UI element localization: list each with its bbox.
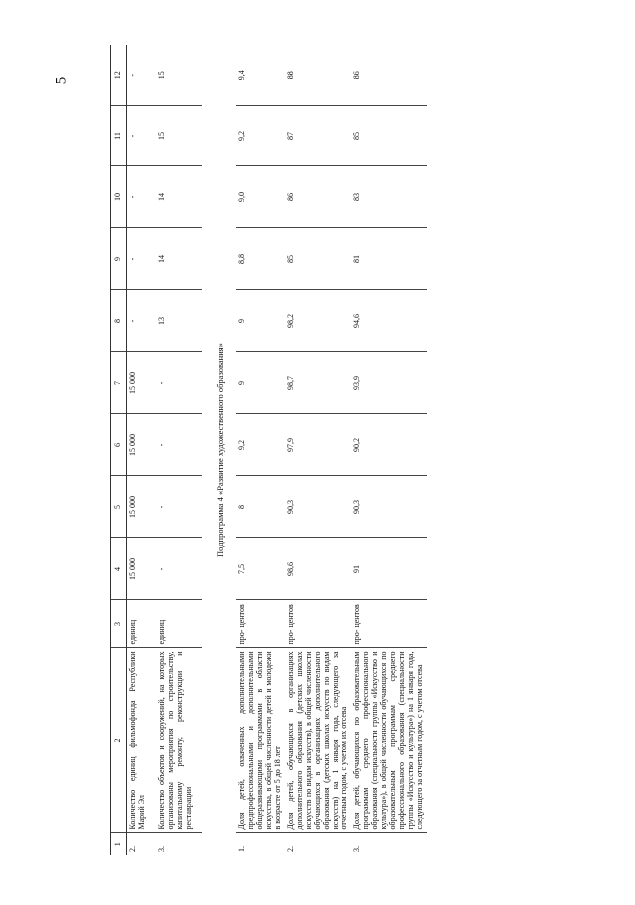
value-cell: 93,9 [351,352,427,414]
col-header: 4 [111,538,127,600]
value-cell: 8 [236,476,285,538]
value-cell: 14 [156,166,202,228]
unit-cell: единиц [156,600,202,648]
value-cell: - [126,290,156,352]
value-cell: 98,6 [285,538,352,600]
value-cell: 83 [351,166,427,228]
subprogram-row [202,45,236,855]
value-cell: - [156,352,202,414]
value-cell: 8,8 [236,228,285,290]
col-header: 11 [111,106,127,166]
value-cell: 9,2 [236,414,285,476]
value-cell: 98,7 [285,352,352,414]
unit-cell: про- центов [236,600,285,648]
header-row [111,45,127,855]
value-cell: 9 [236,290,285,352]
value-cell: - [126,166,156,228]
subprogram-title: Подпрограмма 4 «Развитие художественного образования» [215,343,226,557]
unit-cell: единиц [126,600,156,648]
value-cell: 9,2 [236,106,285,166]
col-header: 1 [111,833,127,855]
value-cell: 15 000 [126,538,156,600]
row-number: 2. [285,846,295,852]
indicator-table [110,45,427,855]
value-cell: - [126,45,156,106]
value-cell: 90,3 [285,476,352,538]
value-cell: 9,0 [236,166,285,228]
value-cell: 97,9 [285,414,352,476]
table-row [156,45,202,855]
value-cell: 90,2 [351,414,427,476]
indicator-description: Доля детей, охваченных дополнительными предпрофессиональными и дополнительными общеразвивающими программами в области искусства, в общей численности детей и молодежи в возрасте от 5 до 18 лет [236,648,285,833]
value-cell: - [156,538,202,600]
value-cell: 85 [351,106,427,166]
col-header: 9 [111,228,127,290]
indicator-description: Доля детей, обучающихся по образовательным программам среднего профессионального образования (специальности группы «Искусство и культура»), в общей численности обучающихся по образовательным программам среднего профессионального образования (специальности группы «Искусство и культура») на 1 января года, следующего за отчетным годом, с учетом отсева [351,648,427,833]
col-header: 2 [111,648,127,833]
value-cell: - [126,106,156,166]
value-cell: 94,6 [351,290,427,352]
value-cell: 14 [156,228,202,290]
value-cell: 90,3 [351,476,427,538]
indicator-table-container [110,45,635,855]
value-cell: 15 000 [126,476,156,538]
row-number: 2. [127,846,137,852]
table-row [351,45,427,855]
value-cell: 98,2 [285,290,352,352]
row-number: 3. [157,846,167,852]
value-cell: 7,5 [236,538,285,600]
row-number: 3. [352,846,362,852]
unit-cell: про- центов [285,600,352,648]
value-cell: 13 [156,290,202,352]
table-row [285,45,352,855]
value-cell: - [156,476,202,538]
value-cell: 85 [285,228,352,290]
col-header: 10 [111,166,127,228]
col-header: 8 [111,290,127,352]
value-cell: 86 [285,166,352,228]
value-cell: 15 [156,45,202,106]
table-row [126,45,156,855]
value-cell: 91 [351,538,427,600]
value-cell: 88 [285,45,352,106]
value-cell: 9,4 [236,45,285,106]
indicator-description: Количество объектов и сооружений, на которых организованы мероприятия по строительству, капитальному ремонту, реконструкции и реставрации [156,648,202,833]
value-cell: 81 [351,228,427,290]
value-cell: 15 [156,106,202,166]
value-cell: 15 000 [126,352,156,414]
col-header: 3 [111,600,127,648]
indicator-description: Доля детей, обучающихся в организациях дополнительного образования (детских школах искусств по видам искусств), в общей численности обучающихся в организациях дополнительного образования (детских школах искусств по видам искусств) на 1 января года, следующего за отчетным годом, с учетом их отсева [285,648,352,833]
value-cell: - [156,414,202,476]
page-number: 5 [53,76,70,85]
value-cell: 9 [236,352,285,414]
table-row [236,45,285,855]
value-cell: 15 000 [126,414,156,476]
unit-cell: про- центов [351,600,427,648]
row-number: 1. [236,846,246,852]
indicator-description: Количество единиц фильмофонда Республики Марий Эл [126,648,156,833]
col-header: 5 [111,476,127,538]
col-header: 6 [111,414,127,476]
col-header: 12 [111,45,127,106]
value-cell: 87 [285,106,352,166]
col-header: 7 [111,352,127,414]
value-cell: 86 [351,45,427,106]
value-cell: - [126,228,156,290]
